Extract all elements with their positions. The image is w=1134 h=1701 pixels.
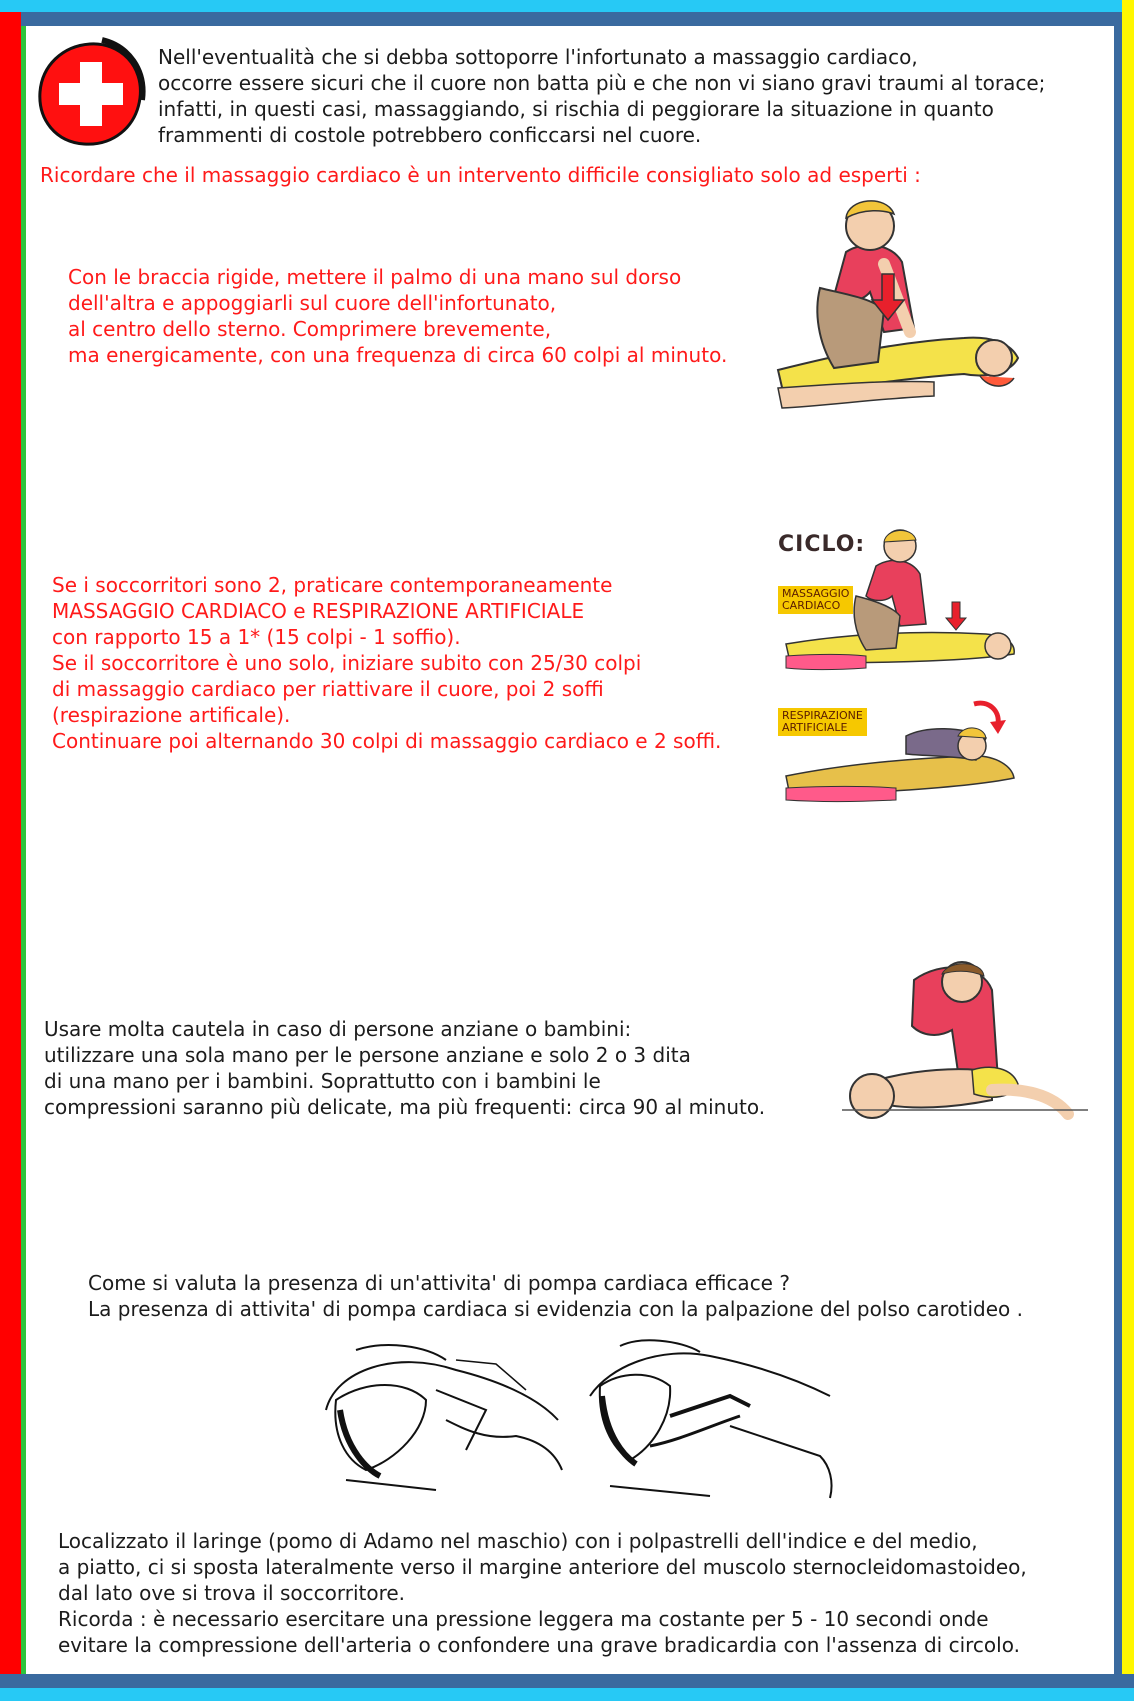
frame-left-border-inner <box>21 26 26 1674</box>
first-aid-cross-icon <box>32 36 148 152</box>
frame-left-border <box>0 12 21 1688</box>
frame-top-border <box>0 0 1134 12</box>
frame-bottom-border <box>0 1688 1134 1701</box>
frame-bottom-border-inner <box>0 1674 1134 1688</box>
frame-right-border-inner <box>1114 12 1122 1688</box>
section-pulse-question: Come si valuta la presenza di un'attivita' di pompa cardiaca efficace ? La presenza di attivita' di pompa cardiaca si evidenzia con la palpazione del polso carotideo . <box>88 1271 1024 1321</box>
section-two-rescuers: Se i soccorritori sono 2, praticare contemporaneamente MASSAGGIO CARDIACO e RESPIRAZIONE ARTIFICIALE con rapporto 15 a 1* (15 colpi - 1 soffio). Se il soccorritore è uno solo, iniziare subito con 25/30 colpi di massaggio cardiaco per riattivare il cuore, poi 2 soffi (respirazione artificale). Continuare poi alternando 30 colpi di massaggio cardiaco e 2 soffi. <box>52 573 722 753</box>
cpr-adult-illustration <box>774 192 1024 420</box>
warning-line: Ricordare che il massaggio cardiaco è un intervento difficile consigliato solo ad esperti : <box>40 163 921 187</box>
frame-right-border <box>1122 0 1134 1701</box>
frame-top-border-inner <box>0 12 1134 26</box>
cycle-title: CICLO: <box>778 532 866 557</box>
label-massage: MASSAGGIO CARDIACO <box>778 586 853 614</box>
intro-paragraph: Nell'eventualità che si debba sottoporre l'infortunato a massaggio cardiaco, occorre essere sicuri che il cuore non batta più e che non vi siano gravi traumi al torace; infatti, in questi casi, massaggiando, si rischia di peggiorare la situazione in quanto frammenti di costole potrebbero conficcarsi nel cuore. <box>158 45 1046 147</box>
label-breath: RESPIRAZIONE ARTIFICIALE <box>778 708 867 736</box>
carotid-pulse-illustration-right <box>580 1336 838 1506</box>
cpr-child-illustration <box>842 960 1088 1150</box>
section-carotid-technique: Localizzato il laringe (pomo di Adamo nel maschio) con i polpastrelli dell'indice e del medio, a piatto, ci si sposta lateralmente verso il margine anteriore del muscolo sternocleidomastoideo, dal lato ove si trova il soccorritore. Ricorda : è necessario esercitare una pressione leggera ma costante per 5 - 10 secondi onde evitare la compressione dell'arteria o confondere una grave bradicardia con l'assenza di circolo. <box>58 1529 1027 1657</box>
carotid-pulse-illustration-left <box>296 1340 566 1500</box>
section-elderly-children: Usare molta cautela in caso di persone anziane o bambini: utilizzare una sola mano per le persone anziane e solo 2 o 3 dita di una mano per i bambini. Soprattutto con i bambini le compressioni saranno più delicate, ma più frequenti: circa 90 al minuto. <box>44 1017 766 1119</box>
section-adult-compression: Con le braccia rigide, mettere il palmo di una mano sul dorso dell'altra e appoggiarli sul cuore dell'infortunato, al centro dello sterno. Comprimere brevemente, ma energicamente, con una frequenza di circa 60 colpi al minuto. <box>68 265 728 367</box>
